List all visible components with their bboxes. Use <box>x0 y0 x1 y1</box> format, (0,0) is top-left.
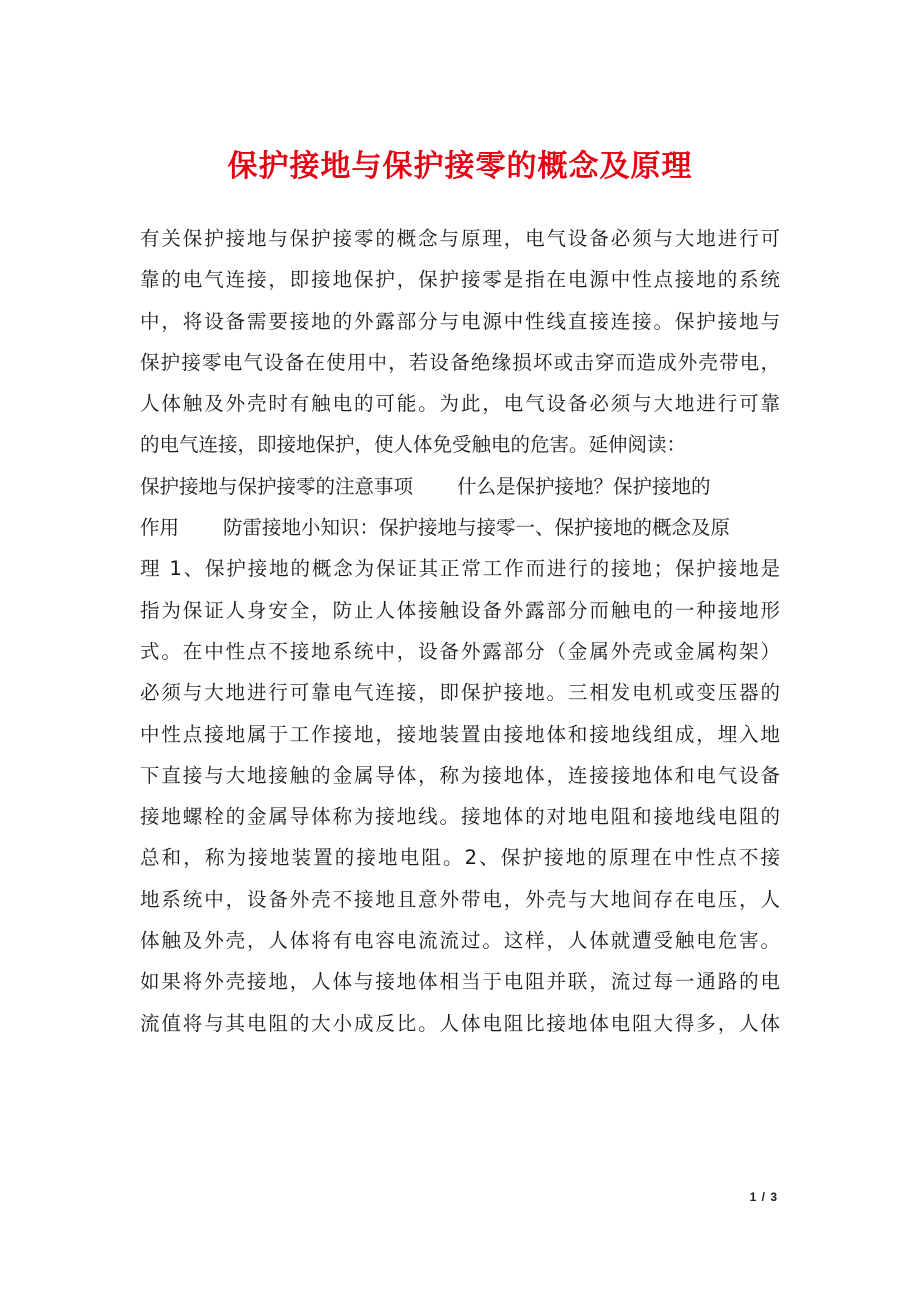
related-links-line <box>140 466 780 507</box>
body-line: 人体触及外壳时有触电的可能。为此，电气设备必须与大地进行可靠 <box>140 392 780 416</box>
related-link-function[interactable]: 作用 <box>140 516 180 540</box>
body-line: 必须与大地进行可靠电气连接，即保护接地。三相发电机或变压器的 <box>140 681 780 705</box>
body-line: 体触及外壳，人体将有电容电流流过。这样，人体就遭受触电危害。 <box>140 929 780 953</box>
related-link-what-is[interactable]: 什么是保护接地？保护接地的 <box>457 474 711 498</box>
body-line: 有关保护接地与保护接零的概念与原理，电气设备必须与大地进行可 <box>140 227 780 250</box>
body-line: 流值将与其电阻的大小成反比。人体电阻比接地体电阻大得多，人体 <box>140 1011 780 1035</box>
related-link-precautions[interactable]: 保护接地与保护接零的注意事项 <box>140 474 414 498</box>
body-line: 总和，称为接地装置的接地电阻。2、保护接地的原理在中性点不接 <box>140 846 780 870</box>
document-body <box>140 218 780 1044</box>
body-line: 中，将设备需要接地的外露部分与电源中性线直接连接。保护接地与 <box>140 309 780 333</box>
related-link-lightning[interactable]: 防雷接地小知识：保护接地与接零一、保护接地的概念及原 <box>223 516 731 540</box>
body-line: 下直接与大地接触的金属导体，称为接地体，连接接地体和电气设备 <box>140 763 780 787</box>
body-line: 靠的电气连接，即接地保护，保护接零是指在电源中性点接地的系统 <box>140 268 780 292</box>
document-title: 保护接地与保护接零的概念及原理 <box>227 149 693 184</box>
body-line: 接地螺栓的金属导体称为接地线。接地体的对地电阻和接地线电阻的 <box>140 805 780 829</box>
body-line: 如果将外壳接地，人体与接地体相当于电阻并联，流过每一通路的电 <box>140 970 780 994</box>
body-line: 理 1、保护接地的概念为保证其正常工作而进行的接地；保护接地是 <box>140 557 780 581</box>
body-line: 的电气连接，即接地保护，使人体免受触电的危害。延伸阅读： <box>140 433 687 457</box>
body-line: 式。在中性点不接地系统中，设备外露部分（金属外壳或金属构架） <box>140 639 780 663</box>
body-line: 指为保证人身安全，防止人体接触设备外露部分而触电的一种接地形 <box>140 598 780 622</box>
page-number: 1 / 3 <box>749 1190 778 1204</box>
body-line: 地系统中，设备外壳不接地且意外带电，外壳与大地间存在电压，人 <box>140 887 780 911</box>
body-line: 中性点接地属于工作接地，接地装置由接地体和接地线组成，埋入地 <box>140 722 780 746</box>
related-links-line <box>140 507 780 548</box>
body-line: 保护接零电气设备在使用中，若设备绝缘损坏或击穿而造成外壳带电， <box>140 350 780 374</box>
